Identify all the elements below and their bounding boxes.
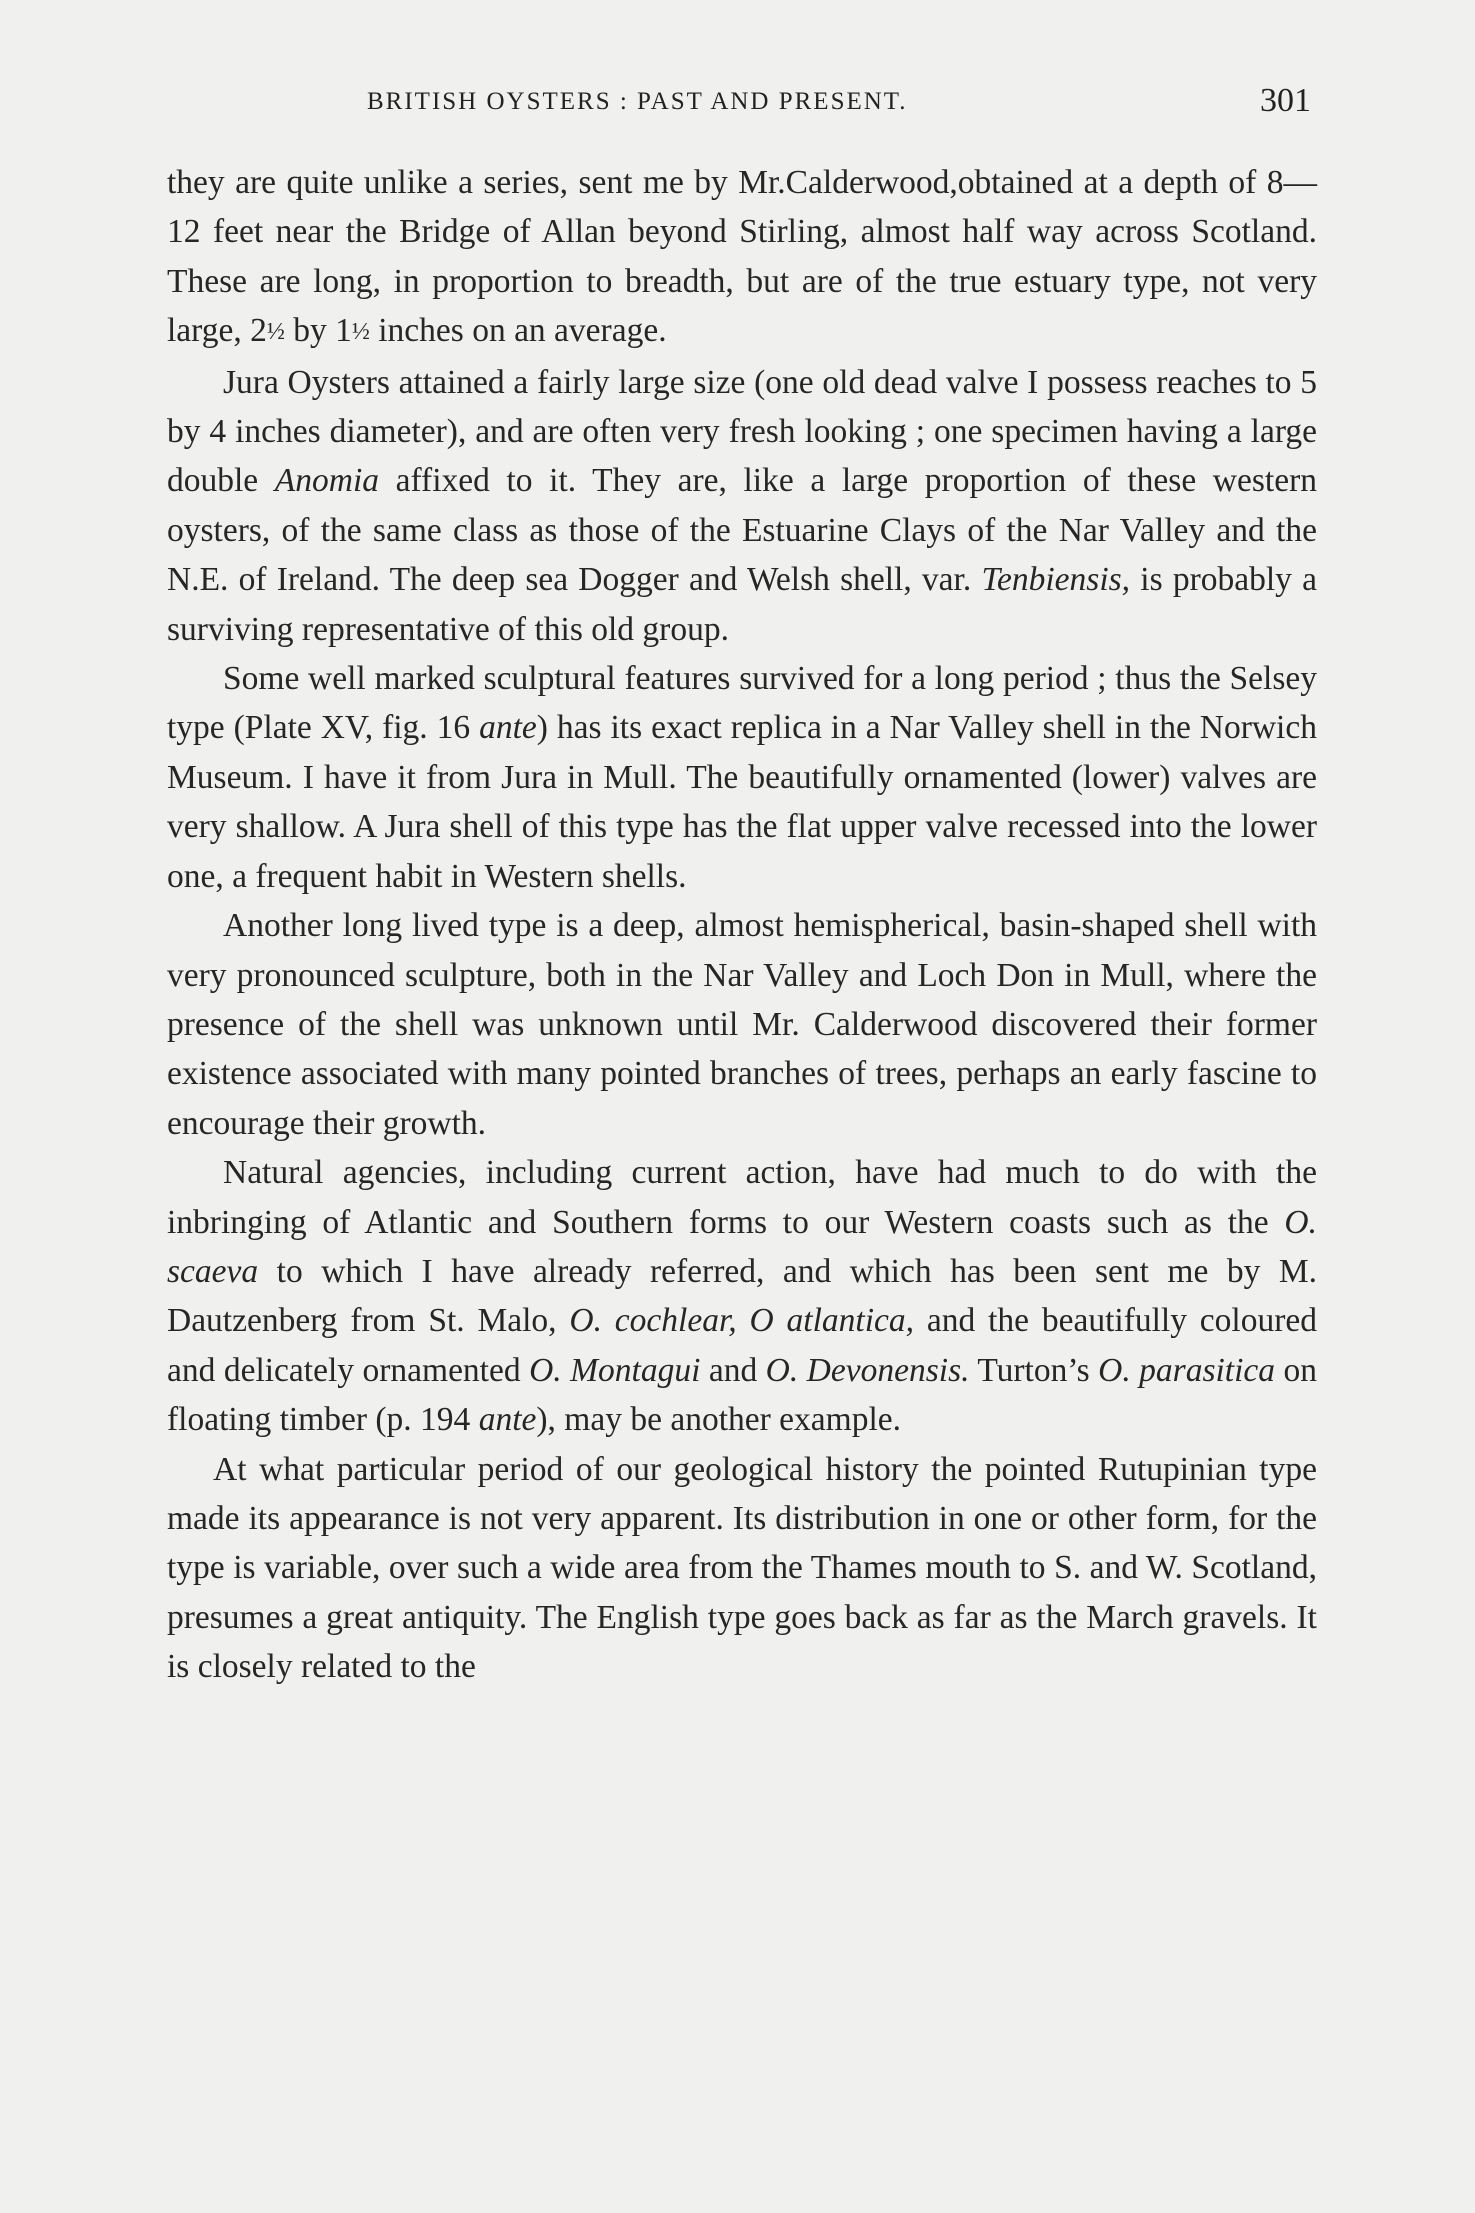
italic-run: ante [479, 709, 537, 747]
paragraph-6 [167, 1445, 1317, 1692]
fraction: ½ [266, 319, 285, 346]
text-run: Some well marked sculptural features survived for a long period ; thus the Selsey type (Plate XV, fig. 16 [167, 660, 1317, 747]
text-run: At what particular period of our geological history the pointed Rutupinian type made its appearance is not very apparent. Its distribution in one or other form, for the type is variable, over such a wide area from the Thames mouth to S. and W. Scotland, presumes a great antiquity. The English type goes back as far as the March gravels. It is closely related to the [167, 1450, 1317, 1686]
running-title: BRITISH OYSTERS : PAST AND PRESENT. [367, 88, 908, 115]
paragraph-5 [167, 1148, 1317, 1444]
running-head [167, 82, 1317, 128]
italic-run: O. parasitica [1098, 1351, 1276, 1389]
text-run: on floating timber (p. 194 [167, 1351, 1318, 1439]
paragraph-3 [167, 654, 1317, 901]
fraction: ½ [351, 319, 370, 346]
italic-run: O. Devonensis. [765, 1351, 970, 1389]
body-text [167, 158, 1317, 1692]
text-run: ), may be another example. [536, 1401, 901, 1439]
text-run: and the beautifully coloured and delicately ornamented [167, 1302, 1318, 1389]
italic-run: O. cochlear, O atlantica, [569, 1302, 915, 1340]
text-run: Jura Oysters attained a fairly large size (one old dead valve I possess reaches to 5 by 4 inches diameter), and are often very fresh looking ; one specimen having a large double [167, 363, 1317, 500]
italic-run: ante [478, 1401, 537, 1439]
text-run: Another long lived type is a deep, almost hemispherical, basin-shaped shell with very pronounced sculpture, both in the Nar Valley and Loch Don in Mull, where the presence of the shell was unknown until Mr. Calderwood discovered their former existence associated with many pointed branches of trees, perhaps an early fascine to encourage their growth. [167, 907, 1317, 1142]
paragraph-1 [167, 158, 1317, 358]
text-run: affixed to it. They are, like a large proportion of these western oysters, of the same class as those of the Estuarine Clays of the Nar Valley and the N.E. of Ireland. The deep sea Dogger and Welsh shell, var. [167, 462, 1317, 599]
text-run: is probably a surviving representative of this old group. [167, 561, 1317, 648]
italic-run: Tenbiensis, [981, 561, 1131, 599]
text-run: Turton’s [969, 1351, 1099, 1389]
text-run: inches on an average. [369, 312, 667, 350]
italic-run: Anomia [274, 462, 380, 500]
text-run: and [700, 1351, 766, 1389]
paragraph-2 [167, 358, 1317, 654]
italic-run: O. scaeva [167, 1203, 1317, 1290]
text-run: to which I have already referred, and which has been sent me by M. Dautzenberg from St. Malo, [167, 1252, 1317, 1340]
text-run: Natural agencies, including current action, have had much to do with the inbringing of Atlantic and Southern forms to our Western coasts such as the [167, 1154, 1317, 1241]
paragraph-4 [167, 901, 1317, 1148]
page-number: 301 [1260, 82, 1311, 119]
text-run: ) has its exact replica in a Nar Valley shell in the Norwich Museum. I have it from Jura in Mull. The beautifully ornamented (lower) valves are very shallow. A Jura shell of this type has the flat upper valve recessed into the lower one, a frequent habit in Western shells. [167, 709, 1317, 895]
text-run: by 1 [284, 312, 352, 350]
text-run: they are quite unlike a series, sent me by Mr.Calderwood,obtained at a depth of 8—12 feet near the Bridge of Allan beyond Stirling, almost half way across Scotland. These are long, in proportion to breadth, but are of the true estuary type, not very large, 2 [167, 164, 1317, 350]
italic-run: O. Montagui [529, 1351, 701, 1389]
